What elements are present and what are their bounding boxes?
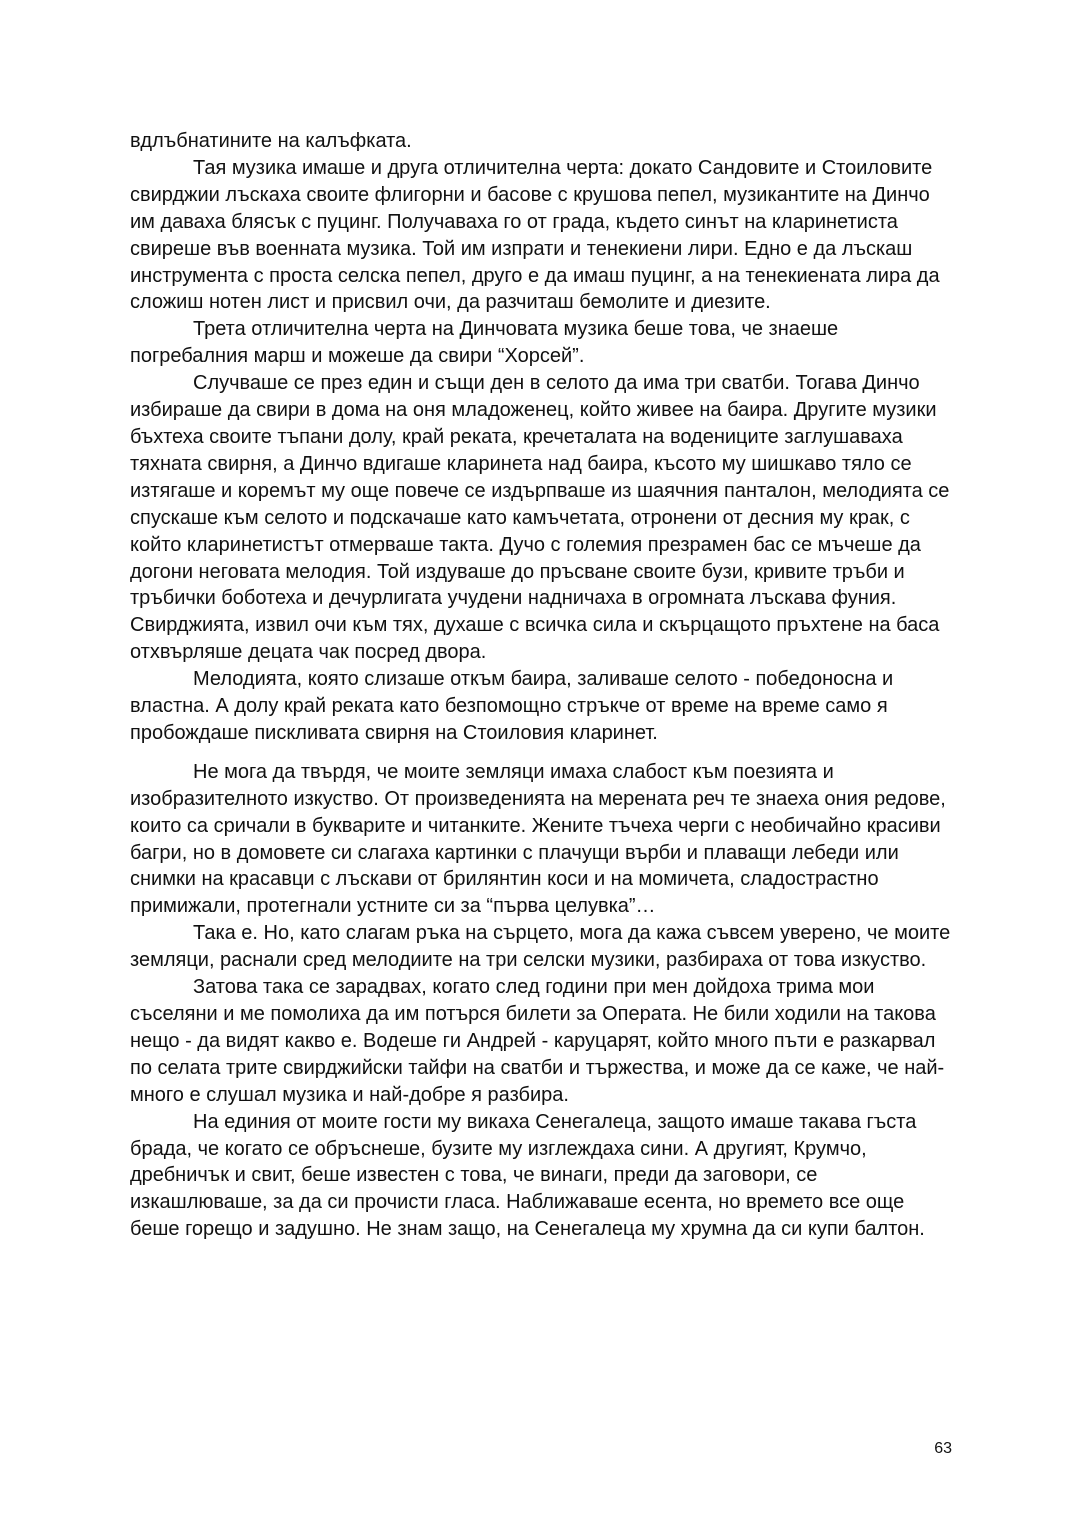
paragraph: Затова така се зарадвах, когато след години при мен дойдоха трима мои съселяни и ме помолиха да им потърся билети за Операта. Не били ходили на такова нещо - да видят какво е. Водеше ги Андрей - каруцарят, който много пъти е разкарвал по селата трите свирджийски тайфи на сватби и тържества, и може да се каже, че най-много е слушал музика и най-добре я разбира. (130, 976, 945, 1106)
page-body (130, 128, 952, 1243)
paragraph: Трета отличителна черта на Динчовата музика беше това, че знаеше погребалния марш и можеше да свири “Хорсей”. (130, 318, 839, 368)
paragraph: Така е. Но, като слагам ръка на сърцето, мога да кажа съвсем уверено, че моите земляци, раснали сред мелодиите на три селски музики, разбираха от това изкуство. (130, 922, 951, 972)
paragraph: вдлъбнатините на калъфката. (130, 130, 412, 152)
page-number: 63 (934, 1440, 952, 1457)
paragraph: Мелодията, която слизаше откъм баира, заливаше селото - победоносна и властна. А долу край реката като безпомощно стръкче от време на време само я пробождаше пискливата свирня на Стоиловия кларинет. (130, 668, 894, 744)
paragraph: Случваше се през един и същи ден в селото да има три сватби. Тогава Динчо избираше да свири в дома на оня младоженец, който живее на баира. Другите музики бъхтеха своите тъпани долу, край реката, кречеталата на водениците заглушаваха тяхната свирня, а Динчо вдигаше кларинета над баира, късото му шишкаво тяло се изтягаше и коремът му още повече се издърпваше из шаячния панталон, мелодията се спускаше към селото и подскачаше като камъчетата, отронени от десния му крак, с който кларинетистът отмерваше такта. Дучо с големия презрамен бас се мъчеше да догони неговата мелодия. Той издуваше до пръсване своите бузи, кривите тръби и тръбички боботеха и дечурлигата учудени надничаха в огромната лъскава фуния. Свирджията, извил очи към тях, духаше с всичка сила и скърцащото пръхтене на баса отхвърляше децата чак посред двора. (130, 372, 950, 664)
paragraph: На единия от моите гости му викаха Сенегалеца, защото имаше такава гъста брада, че когато се обръснеше, бузите му изглеждаха сини. А другият, Крумчо, дребничък и свит, беше известен с това, че винаги, преди да заговори, се изкашлюваше, за да си прочисти гласа. Наближаваше есента, но времето все още беше горещо и задушно. Не знам защо, на Сенегалеца му хрумна да си купи балтон. (130, 1110, 925, 1241)
paragraph: Не мога да твърдя, че моите земляци имаха слабост към поезията и изобразителното изкуство. От произведенията на мерената реч те знаеха ония редове, които са сричали в букварите и читанките. Жените тъчеха черги с необичайно красиви багри, но в домовете си слагаха картинки с плачущи върби и плаващи лебеди или снимки на красавци с лъскави от брилянтин коси и на момичета, сладострастно примижали, протегнали устните си за “първа целувка”… (130, 760, 946, 918)
paragraph: Тая музика имаше и друга отличителна черта: докато Сандовите и Стоиловите свирджии лъскаха своите флигорни и басове с крушова пепел, музикантите на Динчо им даваха блясък с пуцинг. Получаваха го от града, където синът на кларинетиста свиреше във военната музика. Той им изпрати и тенекиени лири. Едно е да лъскаш инструмента с проста селска пепел, друго е да имаш пуцинг, а на тенекиената лира да сложиш нотен лист и присвил очи, да разчиташ бемолите и диезите. (130, 156, 940, 314)
